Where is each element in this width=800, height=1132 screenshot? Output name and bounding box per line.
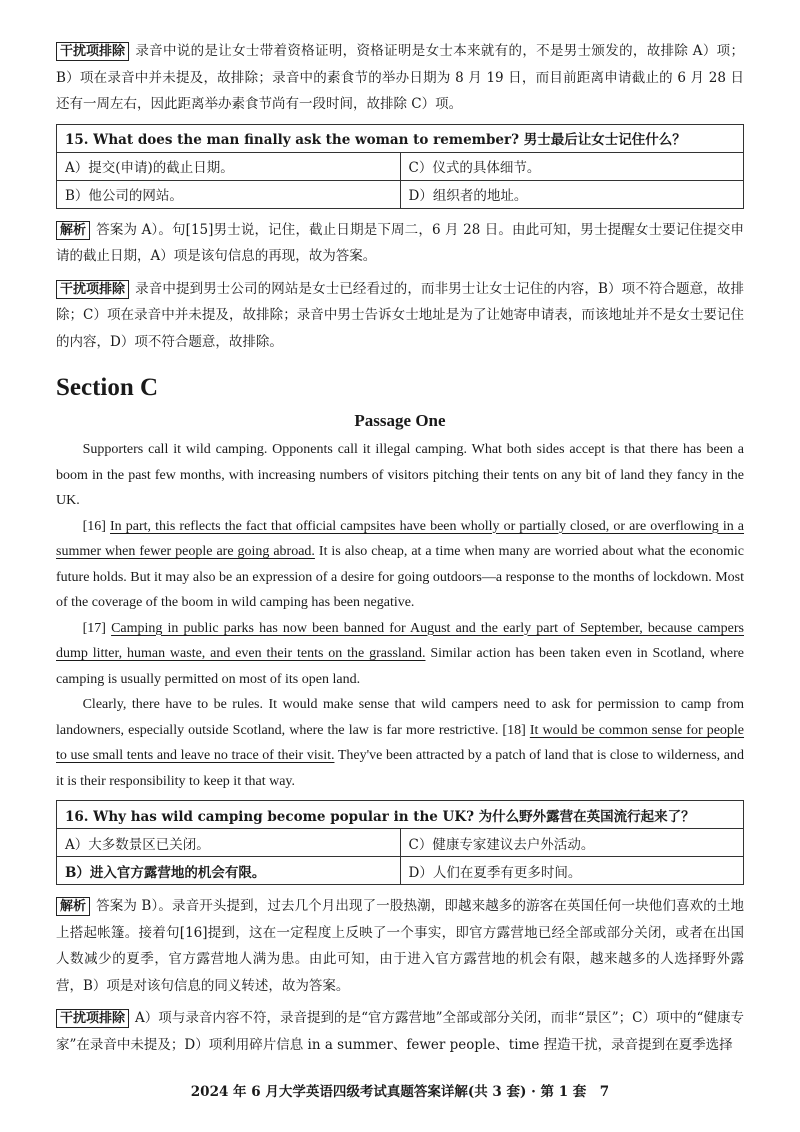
distractor-tag: 干扰项排除 — [56, 42, 129, 61]
sentence-marker-17: [17] — [82, 620, 106, 636]
passage-title: Passage One — [354, 411, 446, 430]
q15-option-c: C）仪式的具体细节。 — [400, 152, 744, 180]
question-15-table — [56, 124, 744, 209]
analysis-tag: 解析 — [56, 897, 90, 916]
passage-paragraph-3 — [56, 616, 744, 693]
passage-paragraph-4-rest: They've been attracted by a patch of land that is close to wilderness, and it is their responsibility to keep it that way. — [56, 748, 744, 789]
q16-option-c: C）健康专家建议去户外活动。 — [400, 829, 744, 857]
q16-analysis-paragraph — [56, 893, 744, 999]
top-distractor-paragraph — [56, 38, 744, 118]
sentence-marker-18: [18] — [502, 722, 526, 738]
section-title: Section C — [56, 374, 159, 401]
page-footer: 2024 年 6 月大学英语四级考试真题答案详解(共 3 套) · 第 1 套 7 — [190, 1084, 610, 1100]
q15-option-a: A）提交(申请)的截止日期。 — [57, 152, 401, 180]
distractor-tag: 干扰项排除 — [56, 280, 129, 299]
top-distractor-text: 录音中说的是让女士带着资格证明，资格证明是女士本来就有的，不是男士颁发的，故排除 A）项；B）项在录音中并未提及，故排除；录音中的素食节的举办日期为 8 月 19 日，而目前距离申请截止的 6 月 28 日还有一周左右，因此距离举办素食节尚有一段时间，故排除 C）项。 — [56, 43, 744, 112]
q15-option-b: B）他公司的网站。 — [57, 180, 401, 208]
q15-analysis-paragraph — [56, 217, 744, 270]
q15-distractor-text: 录音中提到男士公司的网站是女士已经看过的，而非男士让女士记住的内容，B）项不符合题意，故排除；C）项在录音中并未提及，故排除；录音中男士告诉女士地址是为了让她寄申请表，而该地址并不是女士要记住的内容，D）项不符合题意，故排除。 — [56, 280, 744, 350]
key-sentence-16: In part, this reflects the fact that official campsites have been wholly or partially closed, or are overflowing in a summer when fewer people are going abroad. — [56, 518, 745, 559]
passage-paragraph-2-rest: It is also cheap, at a time when many are worried about what the economic future holds. But it may also be an expression of a desire for going outdoors—a response to the months of lockdown. Most of the coverage of the boom in wild camping has been negative. — [56, 544, 745, 610]
key-sentence-18: It would be common sense for people to use small tents and leave no trace of their visit. — [56, 722, 745, 763]
q15-option-d: D）组织者的地址。 — [400, 180, 744, 208]
q15-analysis-text: 答案为 A）。句[15]男士说，记住，截止日期是下周二，6 月 28 日。由此可知，男士提醒女士要记住提交申请的截止日期，A）项是该句信息的再现，故为答案。 — [56, 221, 744, 264]
distractor-tag: 干扰项排除 — [56, 1009, 129, 1028]
question-16-stem: 16. Why has wild camping become popular in the UK? 为什么野外露营在英国流行起来了？ — [57, 801, 744, 829]
q16-option-b: B）进入官方露营地的机会有限。 — [57, 857, 401, 885]
question-16-table — [56, 800, 744, 885]
passage-paragraph-4-start: Clearly, there have to be rules. It would make sense that wild campers need to ask for permission to camp from landowners, especially outside Scotland, where the law is far more restrictive. — [56, 697, 744, 738]
passage-paragraph-3-rest: Similar action has been taken even in Scotland, where camping is usually permitted on most of its open land. — [56, 646, 744, 687]
passage-paragraph-4 — [56, 692, 744, 794]
sentence-marker-16: [16] — [82, 518, 106, 534]
q15-distractor-paragraph — [56, 276, 744, 356]
question-15-stem: 15. What does the man finally ask the woman to remember? 男士最后让女士记住什么？ — [57, 124, 744, 152]
passage-paragraph-1: Supporters call it wild camping. Opponents call it illegal camping. What both sides accept is that there has been a boom in the past few months, with increasing numbers of visitors pitching their tents on any bit of land they fancy in the UK. — [56, 442, 744, 508]
q16-option-a: A）大多数景区已关闭。 — [57, 829, 401, 857]
passage-paragraph-2 — [56, 514, 744, 616]
q16-option-d: D）人们在夏季有更多时间。 — [400, 857, 744, 885]
q16-analysis-text: 答案为 B）。录音开头提到，过去几个月出现了一股热潮，即越来越多的游客在英国任何一块他们喜欢的土地上搭起帐篷。接着句[16]提到，这在一定程度上反映了一个事实，即官方露营地已经全部或部分关闭，或者在出国人数减少的夏季，官方露营地人满为患。由此可知，由于进入官方露营地的机会有限，越来越多的人选择野外露营，B）项是对该句信息的同义转述，故为答案。 — [56, 898, 744, 994]
analysis-tag: 解析 — [56, 221, 90, 240]
key-sentence-17: Camping in public parks has now been banned for August and the early part of September, because campers dump litter, human waste, and even their tents on the grassland. — [56, 620, 744, 661]
q16-distractor-text: A）项与录音内容不符，录音提到的是“官方露营地”全部或部分关闭，而非“景区”；C）项中的“健康专家”在录音中未提及；D）项利用碎片信息 in a summer、fewer people、time 捏造干扰，录音提到在夏季选择 — [56, 1010, 744, 1053]
q16-distractor-paragraph — [56, 1005, 744, 1058]
